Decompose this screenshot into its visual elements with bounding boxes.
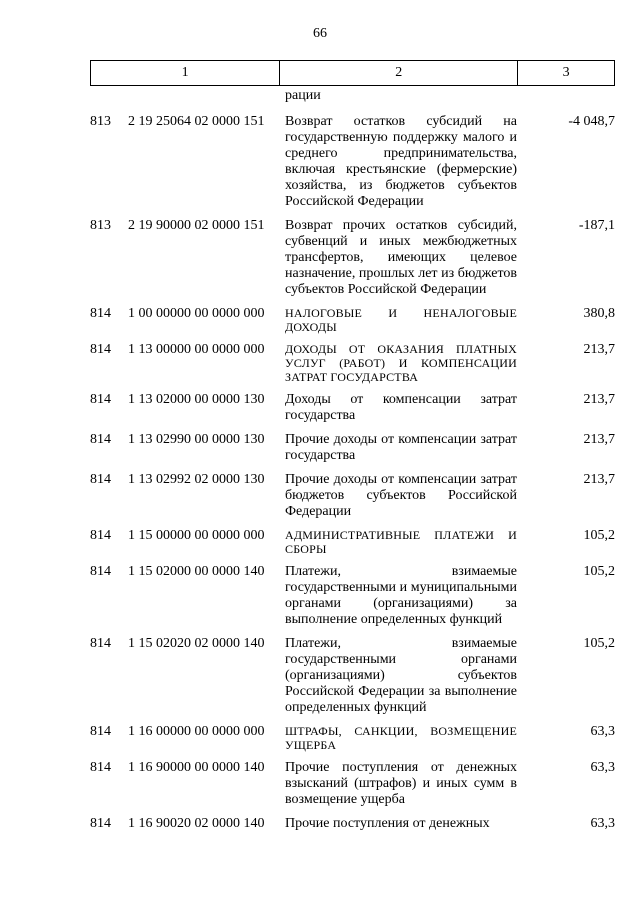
amount: 213,7 (583, 432, 615, 447)
income-name: АДМИНИСТРАТИВНЫЕ ПЛАТЕЖИ И СБОРЫ (285, 528, 517, 556)
budget-code (90, 528, 285, 544)
table-row (90, 342, 615, 384)
continuation-row (90, 88, 615, 104)
column-header-3: 3 (518, 61, 615, 86)
classification-code: 2 19 90000 02 0000 151 (128, 218, 265, 233)
budget-code (90, 218, 285, 234)
classification-code: 1 13 00000 00 0000 000 (128, 342, 265, 357)
classification-code: 1 13 02992 02 0000 130 (128, 472, 265, 487)
income-name: Прочие доходы от компенсации затрат бюджетов субъектов Российской Федерации (285, 472, 517, 519)
budget-code (90, 392, 285, 408)
budget-code (90, 114, 285, 130)
table-body (90, 88, 615, 840)
classification-code: 1 00 00000 00 0000 000 (128, 306, 265, 321)
amount: -187,1 (578, 218, 615, 233)
budget-code (90, 636, 285, 652)
row-list (90, 114, 615, 832)
administrator-code: 814 (90, 306, 111, 321)
column-header-1: 1 (91, 61, 280, 86)
income-name: Платежи, взимаемые государственными органами (организациями) субъектов Российской Федерации за выполнение определенных функций (285, 636, 517, 715)
amount: 105,2 (583, 564, 615, 579)
amount: 105,2 (583, 528, 615, 543)
amount: 63,3 (590, 760, 615, 775)
classification-code: 1 16 90000 00 0000 140 (128, 760, 265, 775)
budget-code (90, 724, 285, 740)
table-row (90, 432, 615, 464)
table-row (90, 306, 615, 334)
budget-code (90, 342, 285, 358)
administrator-code: 814 (90, 816, 111, 831)
amount: -4 048,7 (568, 114, 615, 129)
administrator-code: 814 (90, 392, 111, 407)
income-name: Доходы от компенсации затрат государства (285, 392, 517, 423)
budget-code (90, 472, 285, 488)
income-name: Возврат прочих остатков субсидий, субвенций и иных межбюджетных трансфертов, имеющих целевое назначение, прошлых лет из бюджетов субъектов Российской Федерации (285, 218, 517, 297)
table-row (90, 816, 615, 832)
income-name: ДОХОДЫ ОТ ОКАЗАНИЯ ПЛАТНЫХ УСЛУГ (РАБОТ) И КОМПЕНСАЦИИ ЗАТРАТ ГОСУДАРСТВА (285, 342, 517, 384)
administrator-code: 814 (90, 636, 111, 651)
budget-code (90, 432, 285, 448)
table-row (90, 472, 615, 520)
table-row (90, 528, 615, 556)
classification-code: 1 16 00000 00 0000 000 (128, 724, 265, 739)
classification-code: 1 13 02000 00 0000 130 (128, 392, 265, 407)
amount: 213,7 (583, 472, 615, 487)
column-header-2: 2 (280, 61, 518, 86)
administrator-code: 814 (90, 564, 111, 579)
administrator-code: 814 (90, 342, 111, 357)
amount: 213,7 (583, 342, 615, 357)
amount: 105,2 (583, 636, 615, 651)
classification-code: 1 15 02020 02 0000 140 (128, 636, 265, 651)
table-row (90, 724, 615, 752)
income-name: Платежи, взимаемые государственными и муниципальными органами (организациями) за выполнение определенных функций (285, 564, 517, 627)
table-row (90, 636, 615, 716)
budget-code (90, 816, 285, 832)
administrator-code: 814 (90, 528, 111, 543)
amount: 213,7 (583, 392, 615, 407)
table-row (90, 218, 615, 298)
classification-code: 2 19 25064 02 0000 151 (128, 114, 265, 129)
budget-code (90, 760, 285, 776)
income-name: Прочие поступления от денежных (285, 816, 490, 831)
amount: 380,8 (583, 306, 615, 321)
table-row (90, 392, 615, 424)
amount: 63,3 (590, 724, 615, 739)
income-name: Прочие поступления от денежных взысканий (штрафов) и иных сумм в возмещение ущерба (285, 760, 517, 807)
income-name: Прочие доходы от компенсации затрат государства (285, 432, 517, 463)
administrator-code: 813 (90, 218, 111, 233)
classification-code: 1 15 00000 00 0000 000 (128, 528, 265, 543)
page-number: 66 (313, 26, 327, 41)
classification-code: 1 15 02000 00 0000 140 (128, 564, 265, 579)
table-row (90, 760, 615, 808)
administrator-code: 814 (90, 760, 111, 775)
budget-code (90, 564, 285, 580)
income-name: НАЛОГОВЫЕ И НЕНАЛОГОВЫЕ ДОХОДЫ (285, 306, 517, 334)
administrator-code: 814 (90, 724, 111, 739)
income-name: ШТРАФЫ, САНКЦИИ, ВОЗМЕЩЕНИЕ УЩЕРБА (285, 724, 517, 752)
budget-code (90, 306, 285, 322)
classification-code: 1 16 90020 02 0000 140 (128, 816, 265, 831)
administrator-code: 813 (90, 114, 111, 129)
table-row (90, 114, 615, 210)
administrator-code: 814 (90, 432, 111, 447)
classification-code: 1 13 02990 00 0000 130 (128, 432, 265, 447)
amount: 63,3 (590, 816, 615, 831)
income-name: Возврат остатков субсидий на государственную поддержку малого и среднего предпринимательства, включая крестьянские (фермерские) хозяйства, из бюджетов субъектов Российской Федерации (285, 114, 517, 209)
continuation-text: рации (285, 88, 321, 103)
administrator-code: 814 (90, 472, 111, 487)
table-row (90, 564, 615, 628)
column-header-row (90, 60, 615, 86)
